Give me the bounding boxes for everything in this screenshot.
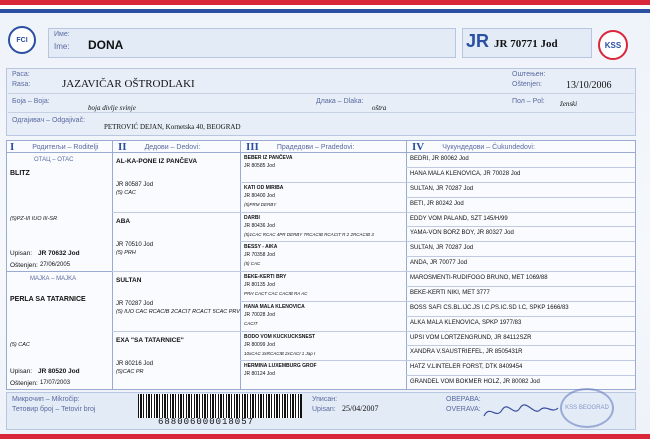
mother-upisan-label: Upisan: [10, 368, 33, 375]
mikrocip-label: Микрочип – Mikročip: [12, 396, 80, 403]
great-grandparent-name: DARBI [244, 215, 260, 221]
great-grandparent-registration: JR 80099 Jod [244, 342, 275, 348]
col-head-grandparents: II Дедови – Dedovi: [118, 141, 201, 153]
great-grandparent-registration: JR 80400 Jod [244, 193, 275, 199]
grandparent-name: AL-KA-PONE IZ PANČEVA [116, 158, 198, 165]
stamp-icon: KSS BEOGRAD [560, 388, 614, 428]
col-head-great-grandparents: III Прадедови – Pradedovi: [246, 141, 355, 153]
breed: JAZAVIČAR OŠTRODLAKI [62, 78, 195, 90]
great-grandparent-registration: JR 80124 Jod [244, 371, 275, 377]
great-great-grandparent: BEDRI, JR 80062 Jod [410, 156, 469, 162]
great-great-grandparent: ANDA, JR 70077 Jod [410, 260, 468, 266]
stenjen-label-lat: Oštenjen: [512, 81, 542, 88]
great-grandparent-name: BEBER IZ PANČEVA [244, 155, 293, 161]
grandparent-titles: (5) CAC [116, 190, 136, 196]
father-name: BLITZ [10, 170, 30, 177]
odgajivac-label: Одгајивач – Odgajivač: [12, 117, 86, 124]
barcode-image [138, 394, 302, 418]
great-grandparent-registration: JR 80585 Jod [244, 163, 275, 169]
great-great-grandparent: UPSI VOM LORTZENGRUND, JR 84112SZR [410, 335, 532, 341]
great-great-grandparent: SULTAN, JR 70287 Jod [410, 186, 474, 192]
rasa-label-cyr: Раса: [12, 71, 30, 78]
father-label: ОТАЦ – OTAC [34, 157, 74, 163]
grandparent-titles: (5) PRH [116, 250, 136, 256]
great-grandparent-registration: JR 70358 Jod [244, 252, 275, 258]
overava-label-lat: OVERAVA: [446, 406, 481, 413]
flag-stripe-blue [0, 9, 650, 13]
barcode-number: 688006000018057 [158, 417, 255, 427]
grandparent-name: EXA "SA TATARNICE" [116, 337, 184, 344]
col-head-great-great-grandparents: IV Чукундедови – Čukundedovi: [412, 141, 535, 153]
mother-birth-date: 17/07/2003 [40, 380, 71, 386]
father-upisan-label: Upisan: [10, 250, 33, 257]
coat-value: oštra [372, 104, 387, 112]
great-grandparent-name: HERMINA LUXEMBURG GROF [244, 363, 317, 369]
fci-logo-icon: FCI [8, 26, 36, 54]
great-grandparent-registration: JR 70028 Jod [244, 312, 275, 318]
stenjen-label-cyr: Оштењен: [512, 71, 546, 78]
jr-big-label: JR [466, 31, 490, 51]
color-value: boja divlje svinje [88, 104, 136, 112]
breeder-value: PETROVIĆ DEJAN, Kornetska 40, BEOGRAD [104, 123, 241, 131]
pedigree-table [6, 140, 636, 390]
father-titles: (5)PZ-III IUO III-SR [10, 216, 58, 222]
rasa-label-lat: Rasa: [12, 81, 31, 88]
great-grandparent-name: BESSY - AIKA [244, 244, 278, 250]
great-grandparent-name: BODO VOM KUCKUCKSNEST [244, 334, 316, 340]
great-grandparent-name: HANA MALA KLENOVICA [244, 304, 305, 310]
grandparent-titles: (5) IUO CAC RCACIB 2CACIT RCACT 5CAC PRV [116, 309, 240, 315]
upisan-label-cyr: Уписан: [312, 396, 338, 403]
great-grandparent-name: KATI OD MIRIBA [244, 185, 284, 191]
great-grandparent-titles: CACIT [244, 321, 258, 326]
kss-logo-icon: KSS [598, 30, 628, 60]
great-great-grandparent: MAROSMENTI-RUDIFOGO BRUNO, MET 1069/88 [410, 275, 548, 281]
pol-label: Пол – Pol: [512, 98, 545, 105]
registration-number: JR 70771 Jod [494, 38, 558, 50]
great-grandparent-titles: 10xCAC 3xRCACIB 2xCACI 1 Jap I [244, 351, 316, 356]
great-great-grandparent: EDDY VOM PALAND, SZT 145/H/99 [410, 216, 508, 222]
ime-label-lat: Ime: [54, 42, 70, 51]
flag-stripe-bottom [0, 434, 650, 439]
overava-label-cyr: ОВЕРАВА: [446, 396, 481, 403]
great-grandparent-registration: JR 80436 Jod [244, 223, 275, 229]
great-great-grandparent: ALKA MALA KLENOVICA, SPKP 1977/83 [410, 320, 522, 326]
great-great-grandparent: BEKE-KERTI NIKI, MET 3777 [410, 290, 490, 296]
great-grandparent-registration: JR 80135 Jod [244, 282, 275, 288]
great-grandparent-titles: (5)PRM DERBY [244, 202, 277, 207]
grandparent-registration: JR 80216 Jod [116, 361, 154, 367]
great-great-grandparent: HANA MALA KLENOVICA, JR 70028 Jod [410, 171, 521, 177]
father-ostenjen-label: Oštenjen: [10, 262, 38, 269]
great-great-grandparent: BOSS SAFI CS.BL.IJC.JS I.C.PS.IC.SD I.C, SPKP 1666/83 [410, 305, 569, 311]
great-grandparent-name: BEKE-KERTI BRY [244, 274, 287, 280]
birth-date: 13/10/2006 [566, 80, 612, 91]
mother-registration: JR 80520 Jod [38, 368, 80, 375]
grandparent-name: SULTAN [116, 277, 142, 284]
mother-titles: (5) CAC [10, 342, 30, 348]
mother-name: PERLA SA TATARNICE [10, 296, 86, 303]
great-grandparent-titles: (5) CAC [244, 261, 261, 266]
dog-name: DONA [88, 38, 124, 52]
upisan-label-lat: Upisan: [312, 406, 336, 413]
great-grandparent-titles: PRH CACT CAC CACIB RA AC [244, 291, 308, 296]
dlaka-label: Длака – Dlaka: [316, 98, 364, 105]
great-great-grandparent: XANDRA V.SAUSTRIEFEL, JR 8505431R [410, 349, 523, 355]
great-great-grandparent: GRANDEL VOM BOKMER HOLZ, JR 80082 Jod [410, 379, 540, 385]
ime-label-cyr: Име: [54, 31, 70, 38]
grandparent-registration: JR 70287 Jod [116, 301, 154, 307]
great-great-grandparent: SULTAN, JR 70287 Jod [410, 245, 474, 251]
great-great-grandparent: HATZ V.LINTELER FORST, DTK 8409454 [410, 364, 523, 370]
great-great-grandparent: YAMA-VON BORZ BOY, JR 80327 Jod [410, 230, 514, 236]
grandparent-registration: JR 70510 Jod [116, 242, 154, 248]
col-head-parents: I Родитељи – Roditelji [10, 141, 99, 153]
father-registration: JR 70632 Jod [38, 250, 80, 257]
sex-value: ženski [560, 100, 578, 108]
registration-date: 25/04/2007 [342, 404, 379, 413]
grandparent-titles: (5)CAC PR [116, 369, 144, 375]
boja-label: Боја – Boja: [12, 98, 50, 105]
grandparent-registration: JR 80587 Jod [116, 182, 154, 188]
great-great-grandparent: BETI, JR 80242 Jod [410, 201, 464, 207]
mother-ostenjen-label: Oštenjen: [10, 380, 38, 387]
grandparent-name: ABA [116, 218, 131, 225]
tetovir-label: Тетовир број – Tetovir broj [12, 406, 96, 413]
signature-icon [480, 402, 560, 422]
father-birth-date: 27/06/2005 [40, 262, 71, 268]
mother-label: МАЈКА – MAJKA [30, 276, 77, 282]
great-grandparent-titles: (5)1CAC RCAC 4PR DERBY 7RCACIB RCACIT R 2 2RCACIB 3 [244, 232, 374, 237]
